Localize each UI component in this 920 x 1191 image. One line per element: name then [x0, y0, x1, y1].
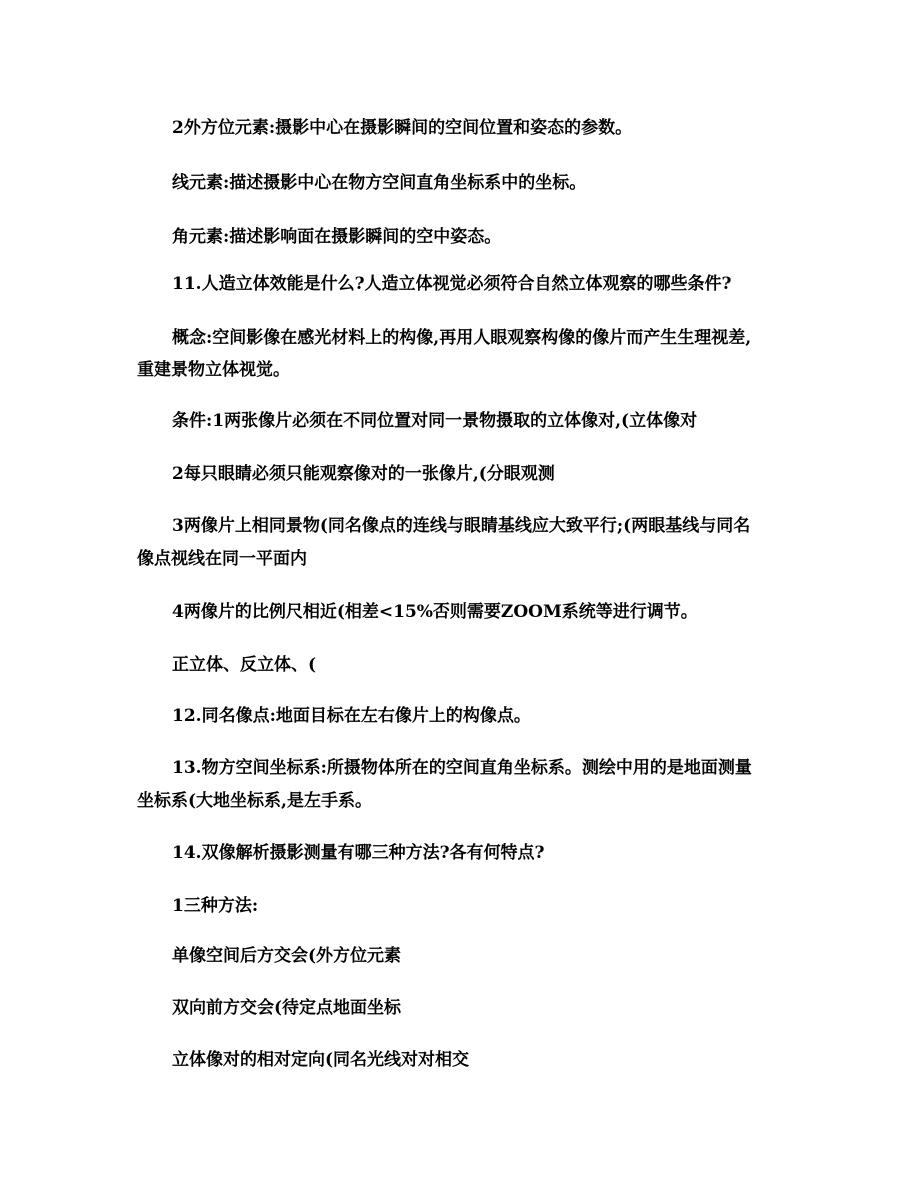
- text-line: 角元素:描述影响面在摄影瞬间的空中姿态。: [172, 227, 502, 247]
- text-line: 4两像片的比例尺相近(相差<15%否则需要ZOOM系统等进行调节。: [172, 602, 698, 622]
- text-line: 双向前方交会(待定点地面坐标: [172, 998, 402, 1018]
- text-line: 3两像片上相同景物(同名像点的连线与眼睛基线应大致平行;(两眼基线与同名: [172, 516, 751, 536]
- text-line: 11.人造立体效能是什么?人造立体视觉必须符合自然立体观察的哪些条件?: [172, 274, 732, 294]
- text-line: 重建景物立体视觉。: [137, 360, 290, 380]
- text-line: 13.物方空间坐标系:所摄物体所在的空间直角坐标系。测绘中用的是地面测量: [172, 758, 752, 778]
- text-line: 2每只眼睛必须只能观察像对的一张像片,(分眼观测: [172, 464, 555, 484]
- text-line: 正立体、反立体、(: [172, 655, 317, 675]
- text-line: 1三种方法:: [172, 896, 259, 916]
- text-line: 概念:空间影像在感光材料上的构像,再用人眼观察构像的像片而产生生理视差,: [172, 328, 752, 348]
- text-line: 条件:1两张像片必须在不同位置对同一景物摄取的立体像对,(立体像对: [172, 411, 698, 431]
- text-line: 坐标系(大地坐标系,是左手系。: [137, 791, 372, 811]
- text-line: 2外方位元素:摄影中心在摄影瞬间的空间位置和姿态的参数。: [172, 118, 633, 138]
- text-line: 立体像对的相对定向(同名光线对对相交: [172, 1050, 470, 1070]
- text-line: 单像空间后方交会(外方位元素: [172, 946, 402, 966]
- text-line: 12.同名像点:地面目标在左右像片上的构像点。: [172, 706, 531, 726]
- text-line: 线元素:描述摄影中心在物方空间直角坐标系中的坐标。: [172, 173, 587, 193]
- text-line: 像点视线在同一平面内: [137, 549, 307, 569]
- text-line: 14.双像解析摄影测量有哪三种方法?各有何特点?: [172, 843, 545, 863]
